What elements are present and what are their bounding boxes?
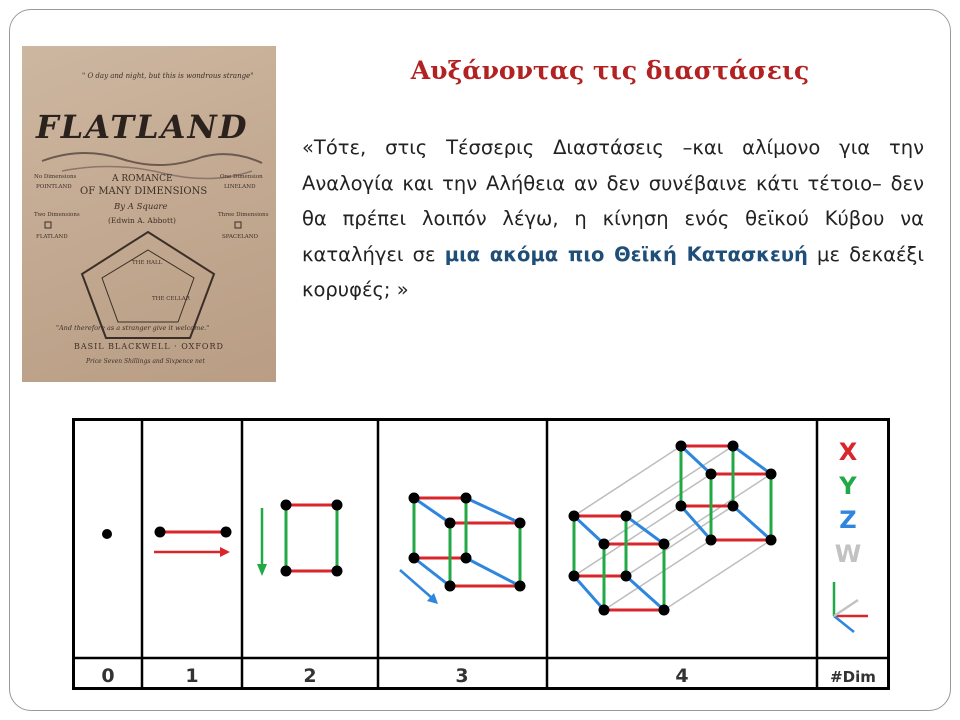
cover-label-spaceland-b: SPACELAND [222,234,259,240]
axis-x-label: X [838,438,858,466]
quote-highlight: μια ακόμα πιο Θεϊκή Κατασκευή [444,242,808,266]
quote-text [302,130,924,308]
point-0d [102,529,112,539]
col-label-0: 0 [101,665,115,687]
col-label-4: 4 [675,665,689,687]
axis-z-label: Z [839,506,857,534]
diagram-border [74,420,889,689]
col-label-2: 2 [303,665,317,687]
dimensions-diagram [72,418,890,690]
col-label-dim: #Dim [830,668,876,686]
cover-publisher: BASIL BLACKWELL · OXFORD [74,342,224,351]
cover-title: FLATLAND [36,108,249,146]
cover-subtitle-2: OF MANY DIMENSIONS [80,186,208,197]
cover-label-lineland-a: One Dimension [220,174,263,180]
cover-tagline: "And therefore as a stranger give it welcome." [56,324,210,332]
cover-label-flatland-b: FLATLAND [36,234,68,240]
cover-label-pointland-b: POINTLAND [36,184,72,190]
cover-author: (Edwin A. Abbott) [108,216,176,225]
cover-label-spaceland-a: Three Dimensions [218,212,269,218]
axis-y-label: Y [839,472,857,500]
quote-part-1: «Τότε, στις Τέσσερις Διαστάσεις –και αλίμονο για την Αναλογία και την Αλήθεια αν δεν συνέβαινε κάτι τέτοιο– δεν θα πρέπει λοιπόν λέγω, η κίνηση ενός θεϊκού Κύβου να καταλήγει σε [302,136,924,266]
quote-part-2: με δεκαέξι κορυφές; » [302,242,924,301]
cover-price: Price Seven Shillings and Sixpence net [86,358,205,365]
flatland-book-cover [22,46,276,382]
col-label-3: 3 [455,665,469,687]
col-label-1: 1 [185,665,199,687]
cover-cellar: THE CELLAR [152,296,190,302]
cover-label-flatland-a: Two Dimensions [34,212,80,218]
cover-hall: THE HALL [132,260,163,266]
slide-title: Αυξάνοντας τις διαστάσεις [410,56,810,85]
cover-epigraph: " O day and night, but this is wondrous strange" [82,72,254,80]
cover-label-lineland-b: LINELAND [224,184,256,190]
cover-by: By A Square [114,202,168,212]
axis-w-label: W [834,540,862,568]
cover-label-pointland-a: No Dimensions [34,174,77,180]
cover-subtitle-1: A ROMANCE [112,174,173,184]
